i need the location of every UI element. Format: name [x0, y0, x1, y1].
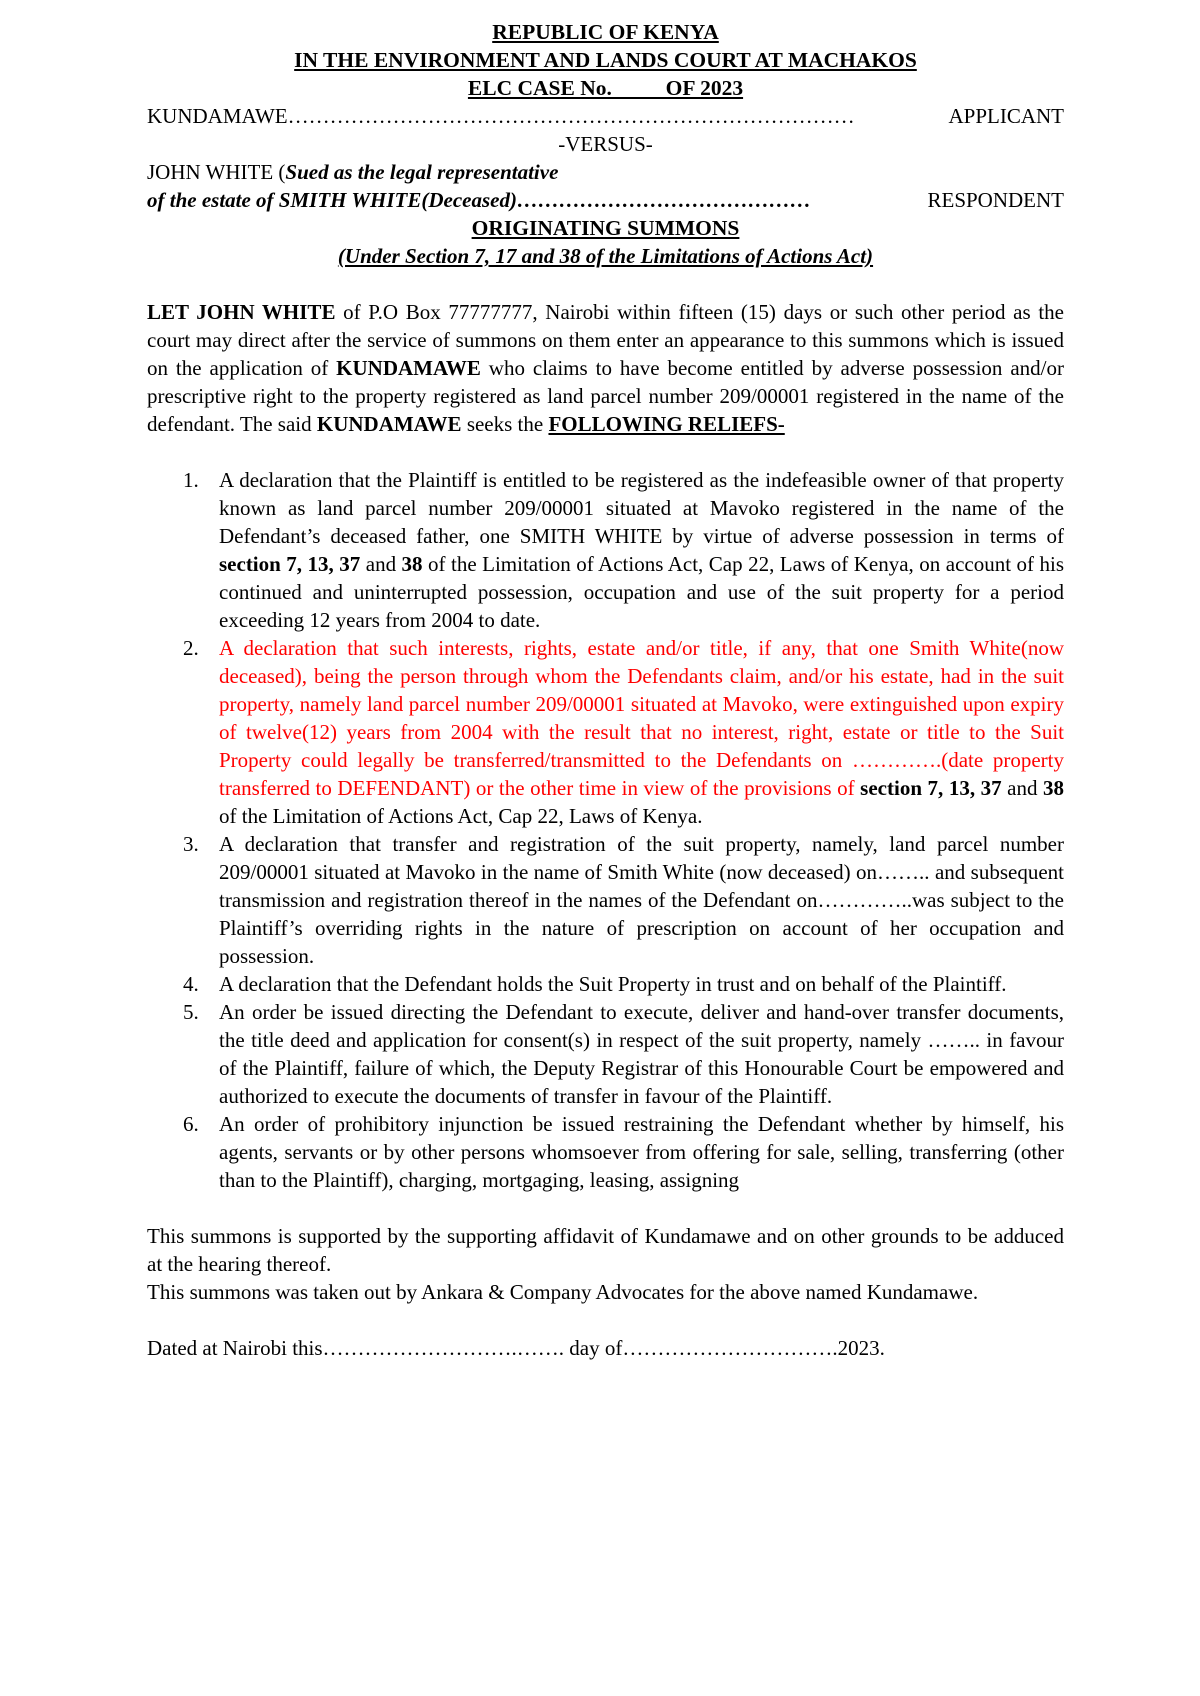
relief-text: An order of prohibitory injunction be issued restraining the Defendant whether by himself, his agents, servants or by other persons whomsoever from offering for sale, selling, transferring (other than to the Plaintiff), charging, mortgaging, leasing, assigning [219, 1112, 1064, 1192]
list-item-number: 3. [183, 832, 199, 856]
relief-text: A declaration that the Defendant holds the Suit Property in trust and on behalf of the Plaintiff. [219, 972, 1007, 996]
intro-bold-applicant: KUNDAMAWE [336, 356, 481, 380]
relief-text: and [1001, 776, 1044, 800]
intro-paragraph [147, 298, 1064, 438]
applicant-dots: ……………………………………………………………………… [287, 104, 855, 128]
header-court: IN THE ENVIRONMENT AND LANDS COURT AT MACHAKOS [294, 48, 917, 72]
respondent-dots: …………………………………… [516, 188, 811, 212]
respondent-desc-2: of the estate of SMITH WHITE(Deceased) [147, 188, 517, 212]
reliefs-list [147, 466, 1064, 1194]
list-item [147, 634, 1064, 830]
relief-bold-section: 38 [401, 552, 423, 576]
document-subtitle: (Under Section 7, 17 and 38 of the Limitations of Actions Act) [337, 244, 874, 268]
applicant-role: APPLICANT [948, 104, 1064, 128]
relief-text: A declaration that transfer and registration of the suit property, namely, land parcel number 209/00001 situated at Mavoko in the name of Smith White (now deceased) on…….. and subsequent transmission and registration thereof in the names of the Defendant on…………..was subject to the Plaintiff’s overriding rights in the nature of prescription on account of her occupation and possession. [219, 832, 1064, 968]
spacer [147, 1194, 1064, 1222]
applicant-line [147, 102, 1064, 130]
versus-line: -VERSUS- [558, 132, 653, 156]
closing-paragraph-advocates: This summons was taken out by Ankara & Company Advocates for the above named Kundamawe. [147, 1280, 979, 1304]
list-item [147, 998, 1064, 1110]
respondent-line-1 [147, 158, 1064, 186]
relief-text: of the Limitation of Actions Act, Cap 22, Laws of Kenya, on account of his continued and uninterrupted possession, occupation and use of the suit property for a period exceeding 12 years from 2004 to date. [219, 552, 1064, 632]
spacer [147, 1306, 1064, 1334]
relief-bold-section: section 7, 13, 37 [219, 552, 361, 576]
respondent-desc-1: Sued as the legal representative [285, 160, 559, 184]
relief-text: and [360, 552, 402, 576]
intro-bold-respondent: LET JOHN WHITE [147, 300, 336, 324]
header-republic: REPUBLIC OF KENYA [492, 20, 719, 44]
document-body [147, 18, 1064, 1362]
respondent-line-2 [147, 186, 1064, 214]
list-item-number: 6. [183, 1112, 199, 1136]
respondent-role: RESPONDENT [927, 188, 1064, 212]
document-title: ORIGINATING SUMMONS [471, 216, 740, 240]
relief-text: A declaration that the Plaintiff is entitled to be registered as the indefeasible owner of that property known as land parcel number 209/00001 situated at Mavoko registered in the name of the Defendant’s deceased father, one SMITH WHITE by virtue of adverse possession in terms of [219, 468, 1064, 548]
relief-bold-section: section 7, 13, 37 [860, 776, 1002, 800]
list-item [147, 830, 1064, 970]
list-item-number: 5. [183, 1000, 199, 1024]
list-item [147, 1110, 1064, 1194]
spacer [147, 438, 1064, 466]
respondent-name: JOHN WHITE ( [147, 160, 286, 184]
list-item-number: 2. [183, 636, 199, 660]
intro-text-3: seeks the [461, 412, 549, 436]
relief-text-highlighted: A declaration that such interests, rights, estate and/or title, if any, that one Smith White(now deceased), being the person through whom the Defendants claim, and/or his estate, had in the suit property, namely land parcel number 209/00001 situated at Mavoko, were extinguished upon expiry of twelve(12) years from 2004 with the result that no interest, right, estate or title to the Suit Property could legally be transferred/transmitted to the Defendants on ………….(date property transferred to DEFENDANT) or the other time in view of the provisions of [219, 636, 1064, 800]
list-item [147, 970, 1064, 998]
header-case-number: ELC CASE No. OF 2023 [467, 76, 744, 100]
closing-paragraph-affidavit: This summons is supported by the supporting affidavit of Kundamawe and on other grounds to be adduced at the hearing thereof. [147, 1224, 1064, 1276]
dated-line: Dated at Nairobi this……………………….……. day of………………………….2023. [147, 1336, 885, 1360]
intro-bold-applicant-2: KUNDAMAWE [316, 412, 462, 436]
list-item [147, 466, 1064, 634]
list-item-number: 4. [183, 972, 199, 996]
relief-text: of the Limitation of Actions Act, Cap 22, Laws of Kenya. [219, 804, 703, 828]
intro-text-2: who claims to have become entitled by adverse possession and/or prescriptive right to the property registered as land parcel number 209/00001 registered in the name of the defendant. The said [147, 356, 1064, 436]
spacer [147, 270, 1064, 298]
relief-text: An order be issued directing the Defendant to execute, deliver and hand-over transfer documents, the title deed and application for consent(s) in respect of the suit property, namely …….. in favour of the Plaintiff, failure of which, the Deputy Registrar of this Honourable Court be empowered and authorized to execute the documents of transfer in favour of the Plaintiff. [219, 1000, 1064, 1108]
applicant-name: KUNDAMAWE [147, 104, 288, 128]
relief-bold-section: 38 [1043, 776, 1065, 800]
list-item-number: 1. [183, 468, 199, 492]
intro-text-1: of P.O Box 77777777, Nairobi within fifteen (15) days or such other period as the court may direct after the service of summons on them enter an appearance to this summons which is issued on the application of [147, 300, 1064, 380]
intro-reliefs-heading: FOLLOWING RELIEFS- [548, 412, 785, 436]
